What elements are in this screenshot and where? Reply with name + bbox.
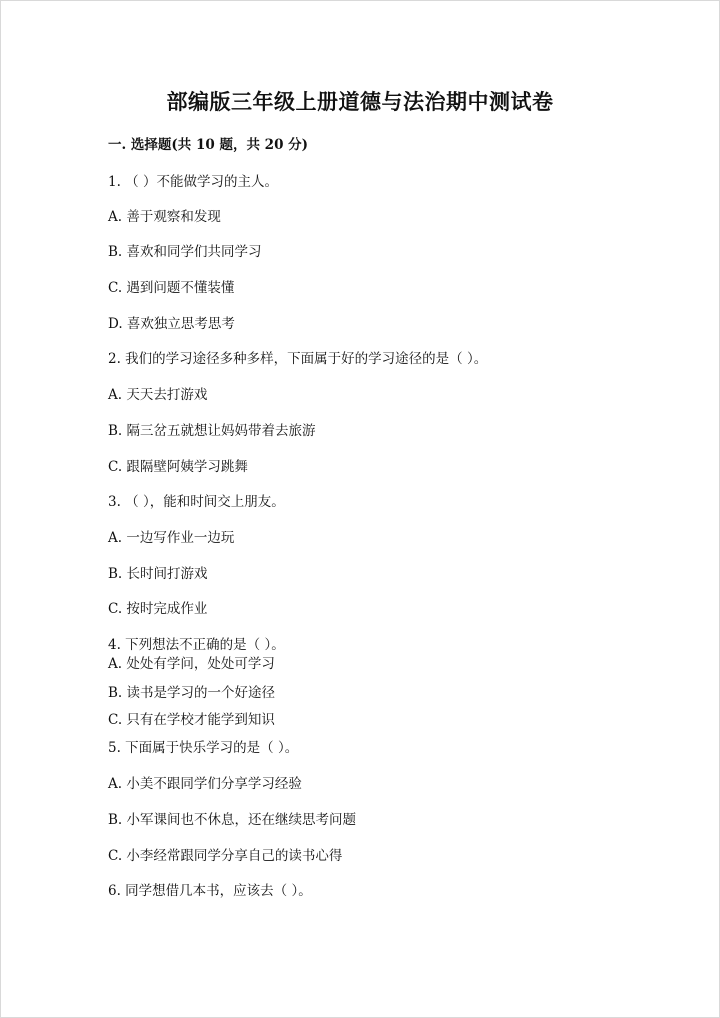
question-6-stem: 6. 同学想借几本书，应该去（ ）。 <box>108 883 312 899</box>
question-4-option-a: A. 处处有学问，处处可学习 <box>108 656 275 672</box>
question-3-option-b: B. 长时间打游戏 <box>108 566 208 582</box>
question-2-option-b: B. 隔三岔五就想让妈妈带着去旅游 <box>108 423 316 439</box>
question-3-option-a: A. 一边写作业一边玩 <box>108 530 235 546</box>
question-4-option-c: C. 只有在学校才能学到知识 <box>108 712 275 728</box>
question-3-option-c: C. 按时完成作业 <box>108 601 208 617</box>
question-5-option-c: C. 小李经常跟同学分享自己的读书心得 <box>108 848 343 864</box>
question-5-stem: 5. 下面属于快乐学习的是（ ）。 <box>108 740 299 756</box>
question-2-option-c: C. 跟隔壁阿姨学习跳舞 <box>108 459 248 475</box>
question-1-option-d: D. 喜欢独立思考思考 <box>108 316 235 332</box>
question-1-option-c: C. 遇到问题不懂装懂 <box>108 280 235 296</box>
question-1-stem: 1. （ ）不能做学习的主人。 <box>108 174 278 190</box>
question-5-option-b: B. 小军课间也不休息，还在继续思考问题 <box>108 812 357 828</box>
question-1-option-a: A. 善于观察和发现 <box>108 209 221 225</box>
question-3-stem: 3. （ ），能和时间交上朋友。 <box>108 494 285 510</box>
question-4-stem: 4. 下列想法不正确的是（ ）。 <box>108 637 285 653</box>
document-title: 部编版三年级上册道德与法治期中测试卷 <box>166 89 554 114</box>
question-2-option-a: A. 天天去打游戏 <box>108 387 208 403</box>
question-4-option-b: B. 读书是学习的一个好途径 <box>108 685 276 701</box>
question-5-option-a: A. 小美不跟同学们分享学习经验 <box>108 776 302 792</box>
section-heading: 一. 选择题(共 10 题，共 20 分) <box>108 137 309 153</box>
question-2-stem: 2. 我们的学习途径多种多样，下面属于好的学习途径的是（ ）。 <box>108 351 488 367</box>
question-1-option-b: B. 喜欢和同学们共同学习 <box>108 244 262 260</box>
